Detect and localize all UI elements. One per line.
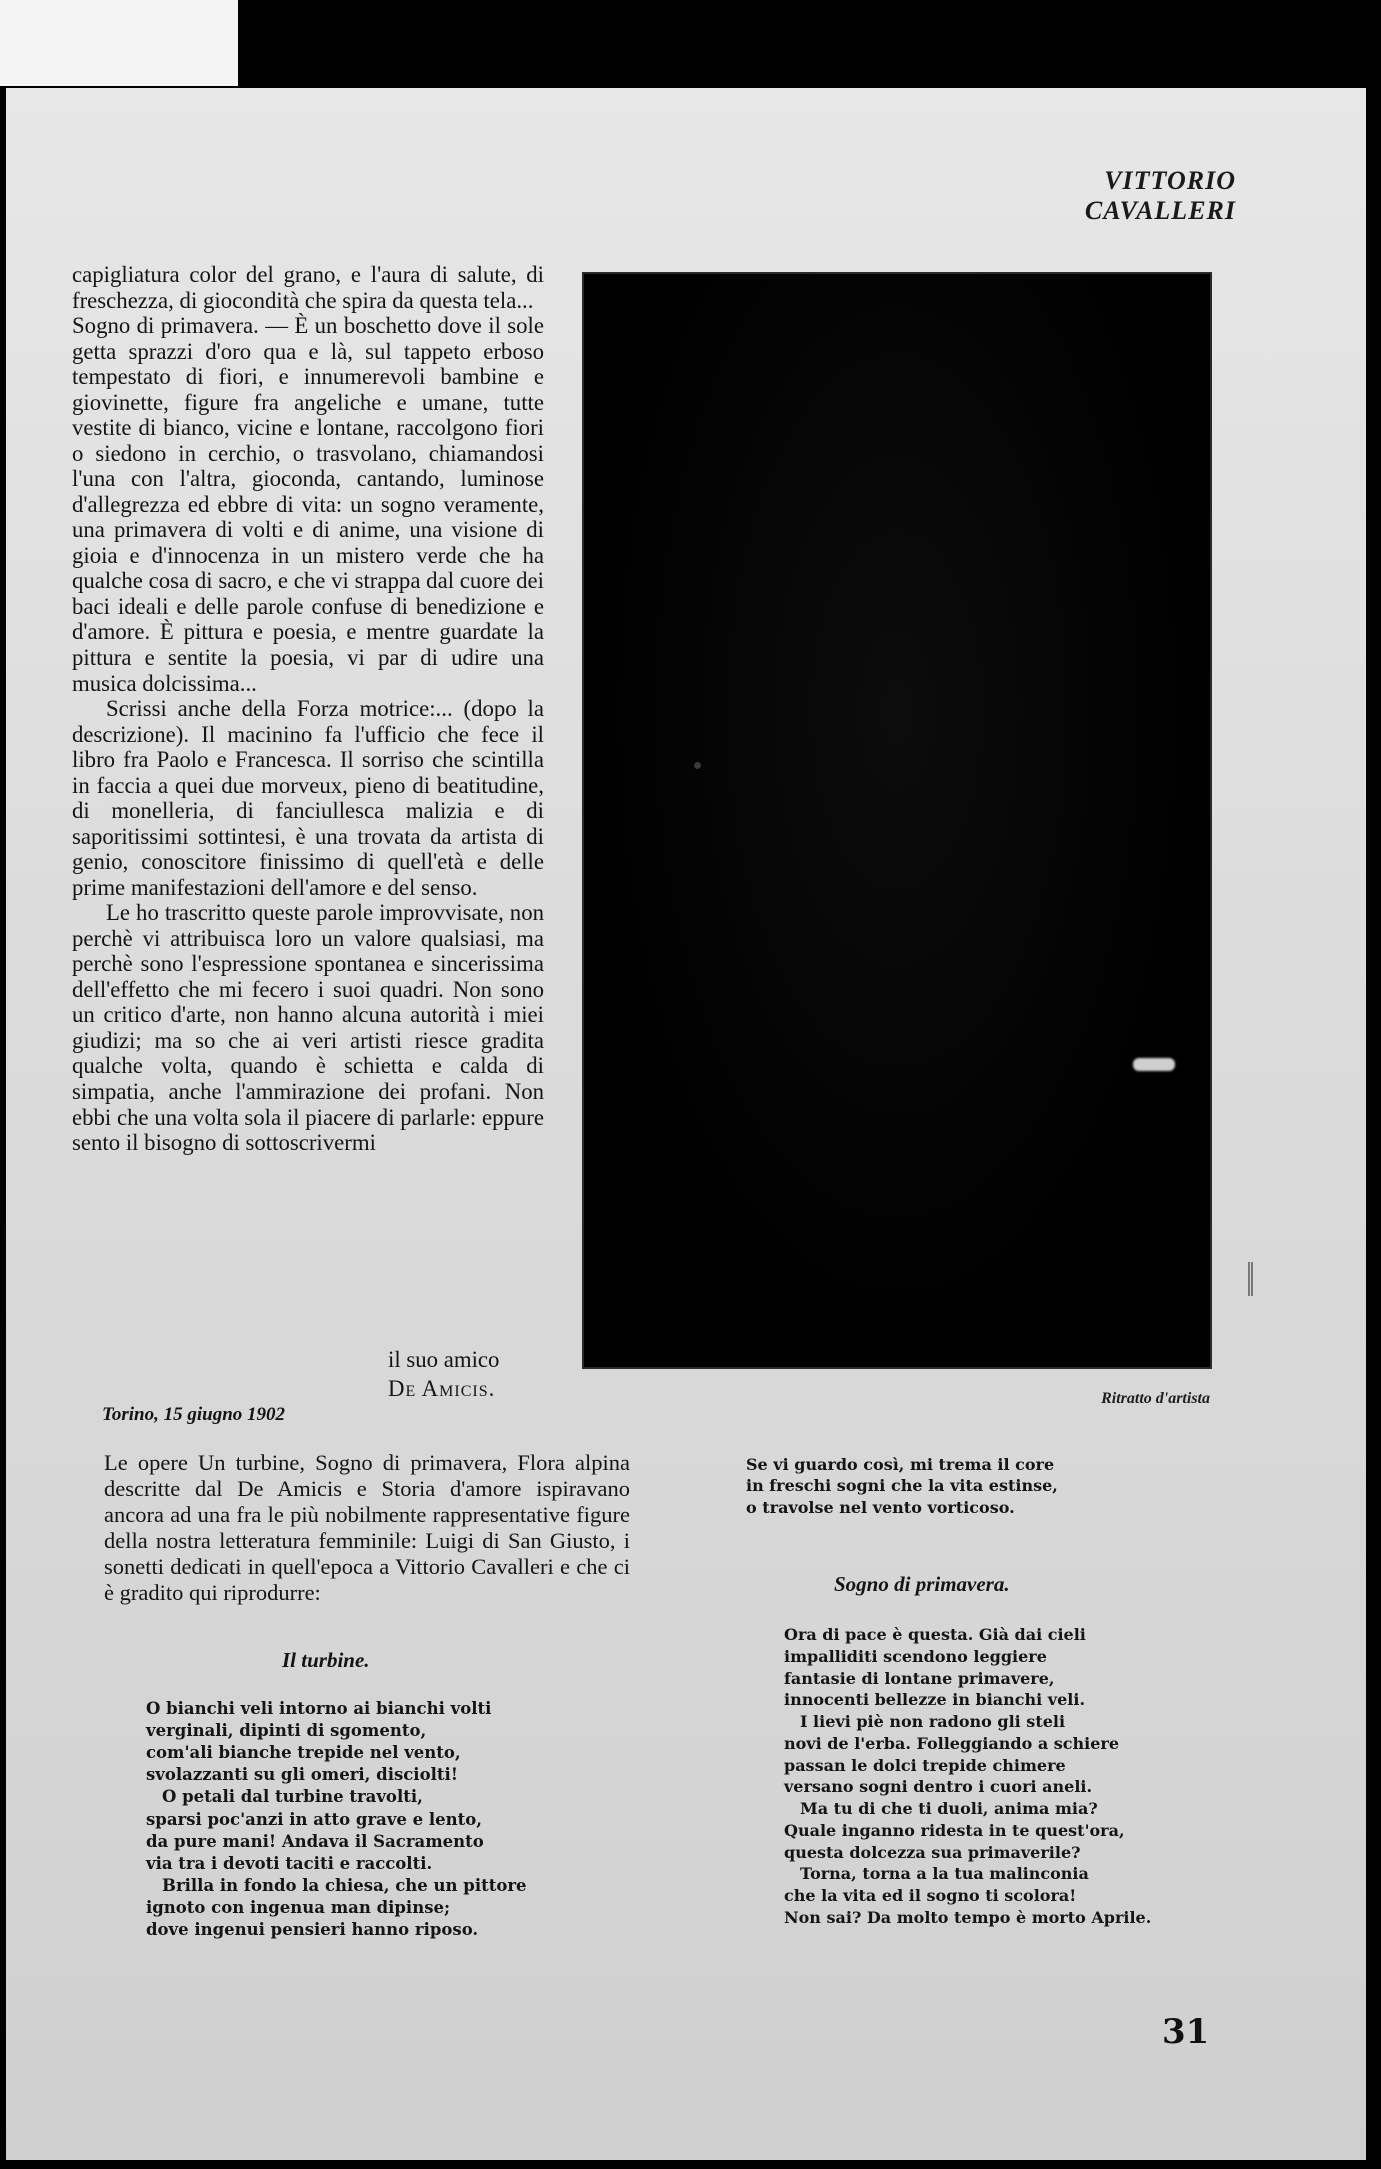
- poem-line: O petali dal turbine travolti,: [162, 1787, 423, 1807]
- photo-speck: [694, 762, 701, 769]
- poem-line: fantasie di lontane primavere,: [784, 1668, 1055, 1688]
- poem-line: sparsi poc'anzi in atto grave e lento,: [146, 1809, 483, 1829]
- poem-line: da pure mani! Andava il Sacramento: [146, 1831, 484, 1851]
- place-date: Torino, 15 giugno 1902: [102, 1404, 286, 1425]
- poem-line: in freschi sogni che la vita estinse,: [746, 1476, 1058, 1496]
- poem-line: Non sai? Da molto tempo è morto Aprile.: [784, 1907, 1152, 1927]
- poem-line: com'ali bianche trepide nel vento,: [146, 1743, 461, 1763]
- letter-text: [72, 262, 544, 1156]
- poem-line: Brilla in fondo la chiesa, che un pittore: [162, 1875, 527, 1895]
- paragraph-3: Scrissi anche della Forza motrice:... (dopo la descrizione). Il macinino fa l'ufficio che fece il libro fra Paolo e Francesca. Il sorriso che scintilla in faccia a quei due morveux, pieno di beatitudine, di monelleria, di fanciullesca malizia e di saporitissimi sottintesi, è una trovata da artista di genio, conoscitore finissimo di quell'età e delle prime manifestazioni dell'amore e del senso.: [72, 696, 544, 900]
- signature-block: [388, 1346, 548, 1403]
- poem1-final-tercet: [746, 1454, 1166, 1518]
- poem-line: Ma tu di che ti duoli, anima mia?: [800, 1799, 1098, 1818]
- poem1-title: Il turbine.: [282, 1648, 370, 1672]
- poem-line: dove ingenui pensieri hanno riposo.: [146, 1920, 479, 1940]
- poem-line: impalliditi scendono leggiere: [784, 1646, 1047, 1666]
- poem-line: innocenti bellezze in bianchi veli.: [784, 1690, 1086, 1710]
- photo-highlight: [1133, 1058, 1175, 1071]
- poem-line: via tra i devoti taciti e raccolti.: [146, 1853, 433, 1873]
- poem2-body: [784, 1624, 1204, 1929]
- signature-name: De Amicis.: [388, 1376, 496, 1402]
- poem-line: che la vita ed il sogno ti scolora!: [784, 1886, 1077, 1905]
- poem-line: I lievi piè non radono gli steli: [800, 1712, 1066, 1731]
- poem-line: Ora di pace è questa. Già dai cieli: [784, 1625, 1086, 1644]
- scan-edge: [0, 0, 238, 86]
- poem-line: questa dolcezza sua primaverile?: [784, 1842, 1081, 1862]
- paragraph-1: capigliatura color del grano, e l'aura di salute, di freschezza, di giocondità che spira da questa tela...: [72, 262, 544, 313]
- margin-mark: [1248, 1262, 1253, 1296]
- running-header: VITTORIO CAVALLERI: [1084, 166, 1236, 225]
- poem-line: ignoto con ingenua man dipinse;: [146, 1897, 451, 1917]
- poem-line: o travolse nel vento vorticoso.: [746, 1497, 1015, 1517]
- paragraph-4: Le ho trascritto queste parole improvvisate, non perchè vi attribuisca loro un valore qualsiasi, ma perchè sono l'espressione spontanea e sincerissima dell'effetto che mi fecero i suoi quadri. Non sono un critico d'arte, non hanno alcuna autorità i miei giudizi; ma so che ai veri artisti riesce gradita qualche volta, quando è schietta e calda di simpatia, anche l'ammirazione dei profani. Non ebbi che una volta sola il piacere di parlarle: eppure sento il bisogno di sottoscrivermi: [72, 900, 544, 1156]
- poem-line: versano sogni dentro i cuori aneli.: [784, 1777, 1093, 1797]
- signature-closing: il suo amico: [388, 1347, 500, 1372]
- poem-line: verginali, dipinti di sgomento,: [146, 1721, 427, 1741]
- portrait-photo: [582, 272, 1212, 1369]
- page-number: 31: [1162, 2012, 1210, 2052]
- paragraph-2: Sogno di primavera. — È un boschetto dove il sole getta sprazzi d'oro qua e là, sul tappeto erboso tempestato di fiori, e innumerevoli bambine e giovinette, figure fra angeliche e umane, tutte vestite di bianco, vicine e lontane, raccolgono fiori o siedono in cerchio, o trasvolano, chiamandosi l'una con l'altra, gioconda, cantando, luminose d'allegrezza ed ebbre di vita: un sogno veramente, una primavera di volti e di anime, una visione di gioia e d'innocenza in un mistero verde che ha qualche cosa di sacro, e che vi strappa dal cuore dei baci ideali e delle parole confuse di benedizione e d'amore. È pittura e poesia, e mentre guardate la pittura e sentite la poesia, vi par di udire una musica dolcissima...: [72, 313, 544, 696]
- intro-paragraph: Le opere Un turbine, Sogno di primavera, Flora alpina descritte dal De Amicis e Storia d'amore ispiravano ancora ad una fra le più nobilmente rappresentative figure della nostra letteratura femminile: Luigi di San Giusto, i sonetti dedicati in quell'epoca a Vittorio Cavalleri e che ci è gradito qui riprodurre:: [104, 1450, 630, 1606]
- poem-line: passan le dolci trepide chimere: [784, 1755, 1066, 1775]
- poem-line: Torna, torna a la tua malinconia: [800, 1864, 1089, 1884]
- poem1-body: [146, 1698, 566, 1941]
- poem-line: Se vi guardo così, mi trema il core: [746, 1455, 1055, 1474]
- poem-line: svolazzanti su gli omeri, disciolti!: [146, 1765, 458, 1785]
- poem2-title: Sogno di primavera.: [834, 1572, 1010, 1596]
- poem-line: Quale inganno ridesta in te quest'ora,: [784, 1820, 1125, 1840]
- photo-caption: Ritratto d'artista: [1101, 1390, 1210, 1407]
- poem-line: O bianchi veli intorno ai bianchi volti: [146, 1699, 492, 1718]
- poem-line: novi de l'erba. Folleggiando a schiere: [784, 1733, 1120, 1753]
